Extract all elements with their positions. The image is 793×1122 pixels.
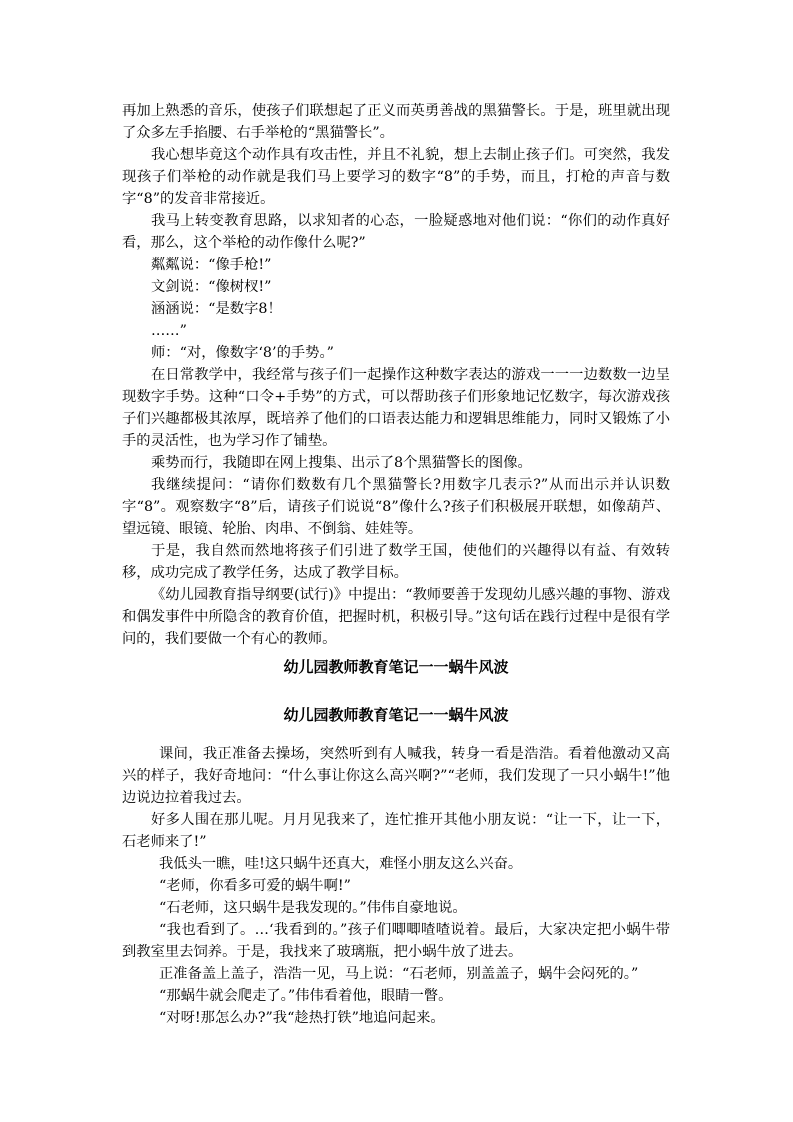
paragraph: “我也看到了。…‘我看到的。”孩子们唧唧喳喳说着。最后，大家决定把小蜗牛带到教室里去饲养。于是，我找来了玻璃瓶，把小蜗牛放了进去。 (122, 922, 670, 960)
paragraph: 我低头一瞧，哇!这只蜗牛还真大，难怪小朋友这么兴奋。 (159, 856, 523, 872)
paragraph: 于是，我自然而然地将孩子们引进了数学王国，使他们的兴趣得以有益、有效转移，成功完成了教学任务，达成了教学目标。 (122, 543, 670, 581)
paragraph: 《幼儿园教育指导纲要(试行)》中提出：“教师要善于发现幼儿感兴趣的事物、游戏和偶发事件中所隐含的教育价值，把握时机，积极引导。”这句话在践行过程中是很有学问的，我们要做一个有心的教师。 (122, 587, 670, 647)
paragraph: “那蜗牛就会爬走了。”伟伟看着他，眼睛一瞥。 (159, 988, 453, 1004)
paragraph: 正准备盖上盖子，浩浩一见，马上说：“石老师，别盖盖子，蜗牛会闷死的。” (159, 966, 639, 982)
paragraph: 我继续提问：“请你们数数有几个黑猫警长?用数字几表示?”从而出示并认识数字“8”。观察数字“8”后，请孩子们说说“8”像什么?孩子们积极展开联想，如像葫芦、望远镜、眼镜、轮胎、肉串、不倒翁、娃娃等。 (122, 477, 670, 537)
paragraph: “对呀!那怎么办?”我“趁热打铁”地追问起来。 (159, 1010, 445, 1026)
paragraph: 我心想毕竟这个动作具有攻击性，并且不礼貌，想上去制止孩子们。可突然，我发现孩子们举枪的动作就是我们马上要学习的数字“8”的手势，而且，打枪的声音与数字“8”的发音非常接近。 (122, 147, 670, 207)
paragraph: “老师，你看多可爱的蜗牛啊!” (159, 878, 351, 894)
paragraph: 再加上熟悉的音乐，使孩子们联想起了正义而英勇善战的黑猫警长。于是，班里就出现了众多左手掐腰、右手举枪的“黑猫警长”。 (122, 103, 670, 141)
paragraph: 粼粼说：“像手枪!” (151, 257, 272, 273)
section-black-cat (122, 100, 670, 650)
paragraph: ……” (151, 323, 187, 339)
paragraph: 乘势而行，我随即在网上搜集、出示了8个黑猫警长的图像。 (151, 455, 532, 471)
paragraph: 课间，我正准备去操场，突然听到有人喊我，转身一看是浩浩。看着他激动又高兴的样子，我好奇地问：“什么事让你这么高兴啊?”“老师，我们发现了一只小蜗牛!”他边说边拉着我过去。 (122, 746, 670, 806)
section-title: 幼儿园教师教育笔记一一蜗牛风波 (283, 658, 509, 676)
paragraph: 师：“对，像数字‘8’的手势。” (151, 345, 334, 361)
paragraph: 我马上转变教育思路，以求知者的心态，一脸疑惑地对他们说：“你们的动作真好看，那么，这个举枪的动作像什么呢?” (122, 213, 670, 251)
paragraph: 文剑说：“像树杈!” (151, 279, 272, 295)
paragraph: “石老师，这只蜗牛是我发现的。”伟伟自豪地说。 (159, 900, 467, 916)
paragraph: 涵涵说：“是数字8！ (151, 301, 282, 317)
paragraph: 好多人围在那儿呢。月月见我来了，连忙推开其他小朋友说：“让一下，让一下，石老师来了!” (122, 812, 670, 850)
paragraph: 在日常教学中，我经常与孩子们一起操作这种数字表达的游戏一一一边数数一边呈现数字手势。这种“口令+手势”的方式，可以帮助孩子们形象地记忆数字，每次游戏孩子们兴趣都极其浓厚，既培养了他们的口语表达能力和逻辑思维能力，同时又锻炼了小手的灵活性，也为学习作了铺垫。 (122, 367, 670, 449)
section-title: 幼儿园教师教育笔记一一蜗牛风波 (283, 706, 509, 724)
section-snail (122, 743, 670, 1029)
